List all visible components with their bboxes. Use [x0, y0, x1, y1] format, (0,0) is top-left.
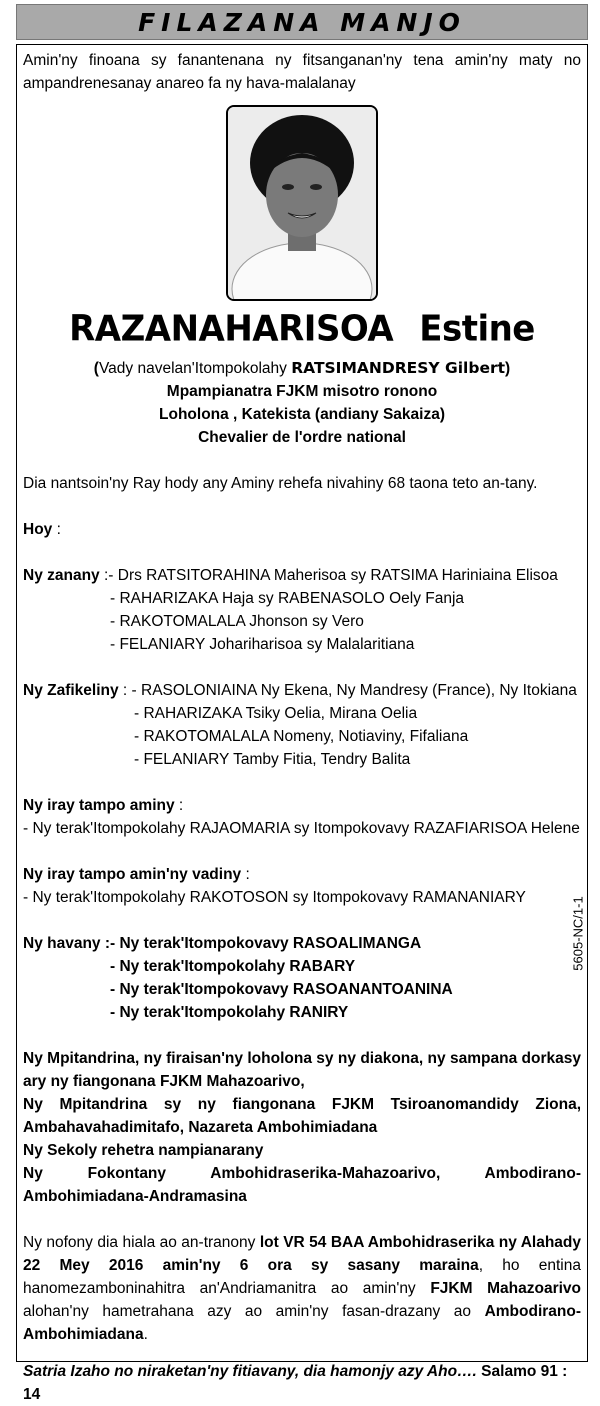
siblings-self-section: [23, 794, 581, 840]
hoy-line: [23, 518, 581, 541]
funeral-location-date: lot VR 54 BAA Ambohidraserika ny Alahady 22 Mey 2016 amin'ny 6 ora sy sasany maraina: [23, 1234, 581, 1274]
relatives-label: Ny havany :- Ny terak'Itompokovavy RASOALIMANGA: [23, 935, 422, 952]
death-notice: Dia nantsoin'ny Ray hody any Aminy rehefa nivahiny 68 taona teto an-tany.: [23, 475, 538, 492]
list-item: Ny Mpitandrina, ny firaisan'ny loholona sy ny diakona, ny sampana dorkasy ary ny fiangonana FJKM Mahazoarivo,: [23, 1050, 581, 1090]
siblings-self-line: - Ny terak'Itompokolahy RAJAOMARIA sy Itompokovavy RAZAFIARISOA Helene: [23, 820, 580, 837]
funeral-text-1: Ny nofony dia hiala ao an-tranony: [23, 1234, 260, 1251]
relatives-section: [23, 932, 581, 1024]
grandchildren-label: Ny Zafikeliny: [23, 682, 119, 699]
portrait-image: [228, 107, 376, 299]
list-item: - FELANIARY Tamby Fitia, Tendry Balita: [134, 751, 411, 768]
spouse-paren-close: ): [505, 360, 511, 377]
siblings-spouse-section: [23, 863, 581, 909]
list-item: - RAHARIZAKA Haja sy RABENASOLO Oely Fanja: [110, 590, 465, 607]
spouse-name: RATSIMANDRESY Gilbert: [291, 359, 506, 377]
spouse-paren-open: (: [93, 360, 99, 377]
list-item: - Ny terak'Itompokolahy RABARY: [110, 958, 356, 975]
list-item: : - RASOLONIAINA Ny Ekena, Ny Mandresy (France), Ny Itokiana: [118, 682, 577, 699]
deceased-name: [23, 308, 581, 350]
hoy-colon: :: [52, 521, 61, 538]
grandchildren-section: [23, 679, 581, 771]
title-line-2: Loholona , Katekista (andiany Sakaiza): [159, 406, 445, 423]
siblings-self-label: Ny iray tampo aminy: [23, 797, 175, 814]
hoy-label: Hoy: [23, 521, 53, 538]
deceased-surname: RAZANAHARISOA: [69, 308, 394, 350]
spouse-label: Vady navelan'Itompokolahy: [98, 360, 292, 377]
notice-frame: [16, 44, 588, 1403]
ad-code-text: 5605-NC/1-1: [570, 896, 586, 971]
portrait-photo: [226, 105, 378, 301]
funeral-text-4: .: [143, 1326, 148, 1343]
list-item: - RAKOTOMALALA Nomeny, Notiaviny, Fifaliana: [134, 728, 469, 745]
siblings-self-heading: [23, 794, 581, 817]
children-label: Ny zanany: [23, 567, 100, 584]
funeral-text-3: alohan'ny hametrahana azy ao amin'ny fasan-drazany ao: [23, 1303, 485, 1320]
siblings-self-colon: :: [174, 797, 184, 814]
bible-verse: [23, 1360, 581, 1406]
verse-text: Satria Izaho no niraketan'ny fitiavany, dia hamonjy azy Aho….: [23, 1363, 477, 1380]
list-item: - FELANIARY Johariharisoa sy Malalaritiana: [110, 636, 415, 653]
spouse-line: [23, 357, 581, 380]
siblings-spouse-line: - Ny terak'Itompokolahy RAKOTOSON sy Itompokovavy RAMANANIARY: [23, 889, 526, 906]
notice-content: [23, 49, 581, 1406]
funeral-church: FJKM Mahazoarivo: [430, 1280, 582, 1297]
siblings-spouse-colon: :: [241, 866, 250, 883]
header-banner: [16, 4, 588, 40]
deceased-firstname: Estine: [419, 308, 535, 350]
list-item: - RAKOTOMALALA Jhonson sy Vero: [110, 613, 364, 630]
header-title: FILAZANA MANJO: [138, 7, 466, 37]
siblings-spouse-heading: [23, 863, 581, 886]
children-section: [23, 564, 581, 656]
deceased-titles: [23, 357, 581, 449]
title-line-3: Chevalier de l'ordre national: [198, 429, 406, 446]
list-item: - Ny terak'Itompokovavy RASOANANTOANINA: [110, 981, 453, 998]
verse-reference: Salamo 91 : 14: [23, 1363, 568, 1403]
list-item: - Ny terak'Itompokolahy RANIRY: [110, 1004, 349, 1021]
ad-code: [568, 896, 588, 976]
list-item: Ny Fokontany Ambohidraserika-Mahazoarivo, Ambodirano- Ambohimiadana-Andramasina: [23, 1165, 581, 1205]
grandchildren-line-1: [23, 679, 581, 702]
list-item: :- Drs RATSITORAHINA Maherisoa sy RATSIMA Hariniaina Elisoa: [103, 567, 558, 584]
list-item: Ny Sekoly rehetra nampianarany: [23, 1142, 264, 1159]
siblings-spouse-label: Ny iray tampo amin'ny vadiny: [23, 866, 242, 883]
title-line-1: Mpampianatra FJKM misotro ronono: [166, 383, 438, 400]
intro-text: Amin'ny finoana sy fanantenana ny fitsanganan'ny tena amin'ny maty no ampandrenesanay anareo fa ny hava-malalanay: [23, 52, 581, 92]
funeral-details: [23, 1231, 581, 1346]
list-item: Ny Mpitandrina sy ny fiangonana FJKM Tsiroanomandidy Ziona, Ambahavahadimitafo, Nazareta Ambohimiadana: [23, 1096, 581, 1136]
funeral-text-2: , ho entina hanomezamboninahitra an'Andriamanitra ao amin'ny: [23, 1257, 581, 1297]
churches-section: [23, 1047, 581, 1208]
children-line-1: [23, 564, 581, 587]
list-item: - RAHARIZAKA Tsiky Oelia, Mirana Oelia: [134, 705, 418, 722]
funeral-burial-place: Ambodirano-Ambohimiadana: [23, 1303, 581, 1343]
